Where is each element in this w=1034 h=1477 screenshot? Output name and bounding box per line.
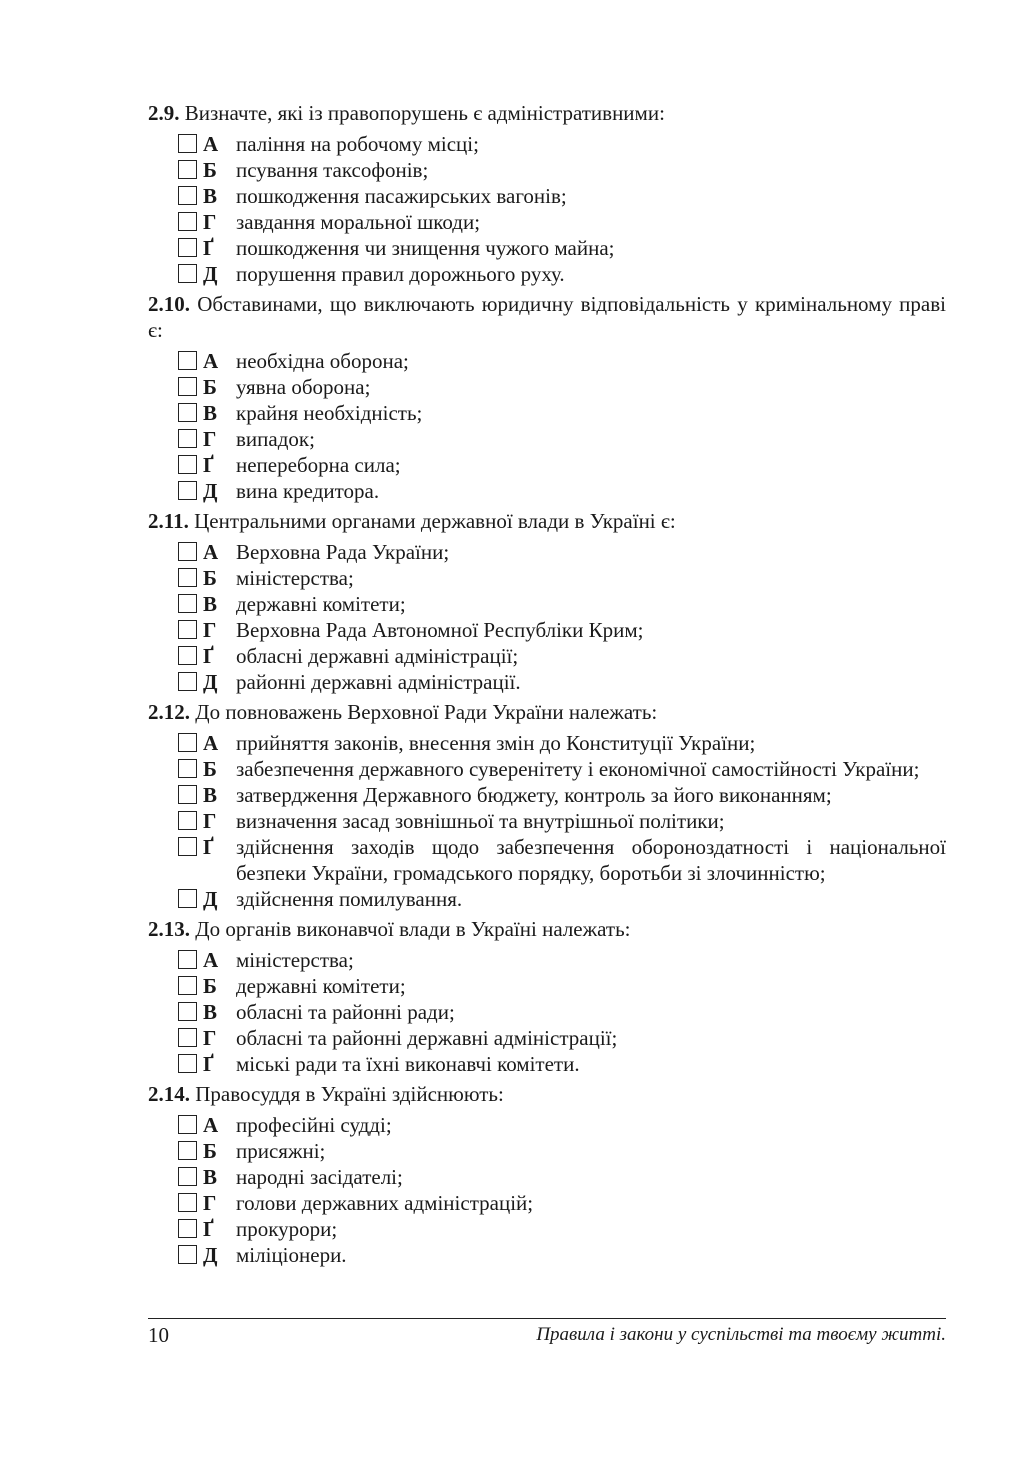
option-text: міністерства; [236,948,354,972]
answer-option [178,235,946,261]
option-letter: В [203,184,218,208]
option-letter: Б [203,974,217,998]
option-text: пошкодження пасажирських вагонів; [236,184,567,208]
option-text: міністерства; [236,566,354,590]
question-number: 2.12. [148,700,190,724]
option-text: обласні державні адміністрації; [236,644,519,668]
option-letter: Г [203,1191,217,1215]
option-letter: Б [203,757,217,781]
answer-option [178,400,946,426]
answer-checkbox[interactable] [178,672,197,691]
answer-checkbox[interactable] [178,976,197,995]
answer-option [178,591,946,617]
answer-option [178,886,946,912]
option-letter: Ґ [203,453,214,477]
option-text: непереборна сила; [236,453,401,477]
option-letter: А [203,948,219,972]
question-prompt: Центральними органами державної влади в Україні є: [194,509,676,533]
answer-option [178,730,946,756]
option-letter: Д [203,1243,218,1267]
question-number: 2.9. [148,101,180,125]
question-number: 2.14. [148,1082,190,1106]
option-text: прокурори; [236,1217,338,1241]
option-letter: Д [203,262,218,286]
option-letter: Г [203,618,217,642]
answer-option [178,374,946,400]
question-text [148,699,946,725]
question-text [148,1081,946,1107]
answer-option [178,539,946,565]
test-page [148,100,946,1272]
answer-option [178,183,946,209]
option-letter: Ґ [203,1052,214,1076]
option-text: вина кредитора. [236,479,380,503]
answer-checkbox[interactable] [178,1193,197,1212]
question-5 [148,916,946,1077]
option-text: народні засідателі; [236,1165,403,1189]
option-letter: А [203,132,219,156]
answer-option [178,209,946,235]
option-text: державні комітети; [236,974,406,998]
footer-divider [148,1318,946,1319]
option-letter: Д [203,670,218,694]
option-letter: В [203,1165,218,1189]
answer-option [178,478,946,504]
option-text: паління на робочому місці; [236,132,479,156]
answer-checkbox[interactable] [178,377,197,396]
answer-checkbox[interactable] [178,403,197,422]
answer-checkbox[interactable] [178,950,197,969]
page-number: 10 [148,1323,169,1347]
answer-checkbox[interactable] [178,238,197,257]
question-number: 2.10. [148,292,190,316]
answer-option [178,565,946,591]
answer-checkbox[interactable] [178,542,197,561]
option-letter: В [203,1000,218,1024]
option-text: районні державні адміністрації. [236,670,521,694]
option-text: пошкодження чи знищення чужого майна; [236,236,615,260]
answer-option [178,1164,946,1190]
option-letter: Г [203,210,217,234]
answer-checkbox[interactable] [178,134,197,153]
answer-checkbox[interactable] [178,594,197,613]
answer-checkbox[interactable] [178,568,197,587]
option-text: затвердження Державного бюджету, контроль за його виконанням; [236,783,832,807]
option-text: міліціонери. [236,1243,347,1267]
option-text: присяжні; [236,1139,326,1163]
option-text: визначення засад зовнішньої та внутрішньої політики; [236,809,725,833]
option-text: державні комітети; [236,592,406,616]
answer-option [178,426,946,452]
question-prompt: До повноважень Верховної Ради України належать: [195,700,658,724]
question-text [148,508,946,534]
answer-option [178,947,946,973]
option-letter: А [203,540,219,564]
option-letter: Ґ [203,835,214,859]
answer-checkbox[interactable] [178,620,197,639]
answer-checkbox[interactable] [178,186,197,205]
option-text: завдання моральної шкоди; [236,210,481,234]
question-text [148,100,946,126]
option-text: Верховна Рада України; [236,540,450,564]
answer-checkbox[interactable] [178,212,197,231]
answer-option [178,1242,946,1268]
option-text: обласні та районні ради; [236,1000,455,1024]
question-3 [148,508,946,695]
question-prompt: До органів виконавчої влади в Україні належать: [195,917,631,941]
option-letter: Б [203,158,217,182]
answer-checkbox[interactable] [178,1115,197,1134]
answer-checkbox[interactable] [178,811,197,830]
option-text: необхідна оборона; [236,349,409,373]
answer-option [178,1190,946,1216]
option-letter: Ґ [203,1217,214,1241]
option-letter: В [203,592,218,616]
answer-option [178,348,946,374]
question-2 [148,291,946,504]
answer-checkbox[interactable] [178,1002,197,1021]
answer-checkbox[interactable] [178,646,197,665]
question-1 [148,100,946,287]
option-letter: А [203,1113,219,1137]
question-prompt: Обставинами, що виключають юридичну відповідальність у кримінальному праві є: [148,292,946,342]
answer-checkbox[interactable] [178,481,197,500]
option-text: обласні та районні державні адміністрації; [236,1026,618,1050]
option-letter: Г [203,427,217,451]
question-number: 2.13. [148,917,190,941]
option-letter: Д [203,887,218,911]
option-text: здійснення помилування. [236,887,463,911]
option-text: професійні судді; [236,1113,392,1137]
answer-option [178,1216,946,1242]
answer-option [178,1138,946,1164]
option-text: псування таксофонів; [236,158,429,182]
option-letter: Ґ [203,236,214,260]
options-list [148,539,946,695]
option-letter: Б [203,566,217,590]
answer-checkbox[interactable] [178,1141,197,1160]
question-prompt: Визначте, які із правопорушень є адміністративними: [184,101,665,125]
answer-checkbox[interactable] [178,160,197,179]
option-letter: Г [203,809,217,833]
answer-option [178,782,946,808]
question-6 [148,1081,946,1268]
answer-checkbox[interactable] [178,455,197,474]
answer-option [178,1025,946,1051]
option-letter: В [203,783,218,807]
answer-option [178,157,946,183]
answer-option [178,756,946,782]
answer-option [178,834,946,886]
option-letter: Д [203,479,218,503]
question-prompt: Правосуддя в Україні здійснюють: [195,1082,504,1106]
options-list [148,947,946,1077]
option-text: здійснення заходів щодо забезпечення обороноздатності і національної безпеки України, громадського порядку, боротьби зі злочинністю; [236,835,946,885]
answer-checkbox[interactable] [178,1167,197,1186]
question-4 [148,699,946,912]
answer-option [178,973,946,999]
answer-option [178,131,946,157]
options-list [148,131,946,287]
options-list [148,730,946,912]
options-list [148,348,946,504]
option-text: порушення правил дорожнього руху. [236,262,565,286]
answer-checkbox[interactable] [178,837,197,856]
option-letter: В [203,401,218,425]
options-list [148,1112,946,1268]
answer-option [178,261,946,287]
answer-checkbox[interactable] [178,1028,197,1047]
option-letter: А [203,731,219,755]
option-text: Верховна Рада Автономної Республіки Крим; [236,618,644,642]
answer-checkbox[interactable] [178,1219,197,1238]
answer-checkbox[interactable] [178,1054,197,1073]
answer-option [178,643,946,669]
option-letter: Б [203,375,217,399]
option-letter: Ґ [203,644,214,668]
option-text: крайня необхідність; [236,401,423,425]
question-text [148,291,946,343]
option-text: міські ради та їхні виконавчі комітети. [236,1052,580,1076]
answer-checkbox[interactable] [178,1245,197,1264]
option-text: забезпечення державного суверенітету і економічної самостійності України; [236,757,920,781]
answer-option [178,999,946,1025]
answer-option [178,452,946,478]
answer-checkbox[interactable] [178,429,197,448]
option-letter: Г [203,1026,217,1050]
answer-option [178,669,946,695]
answer-option [178,808,946,834]
answer-checkbox[interactable] [178,351,197,370]
option-text: випадок; [236,427,315,451]
question-number: 2.11. [148,509,189,533]
answer-option [178,1051,946,1077]
answer-checkbox[interactable] [178,785,197,804]
question-text [148,916,946,942]
answer-checkbox[interactable] [178,759,197,778]
option-letter: Б [203,1139,217,1163]
running-title: Правила і закони у суспільстві та твоєму житті. [536,1324,946,1345]
answer-checkbox[interactable] [178,889,197,908]
answer-checkbox[interactable] [178,264,197,283]
option-text: прийняття законів, внесення змін до Конституції України; [236,731,756,755]
option-text: голови державних адміністрацій; [236,1191,534,1215]
option-letter: А [203,349,219,373]
answer-checkbox[interactable] [178,733,197,752]
option-text: уявна оборона; [236,375,371,399]
answer-option [178,617,946,643]
answer-option [178,1112,946,1138]
